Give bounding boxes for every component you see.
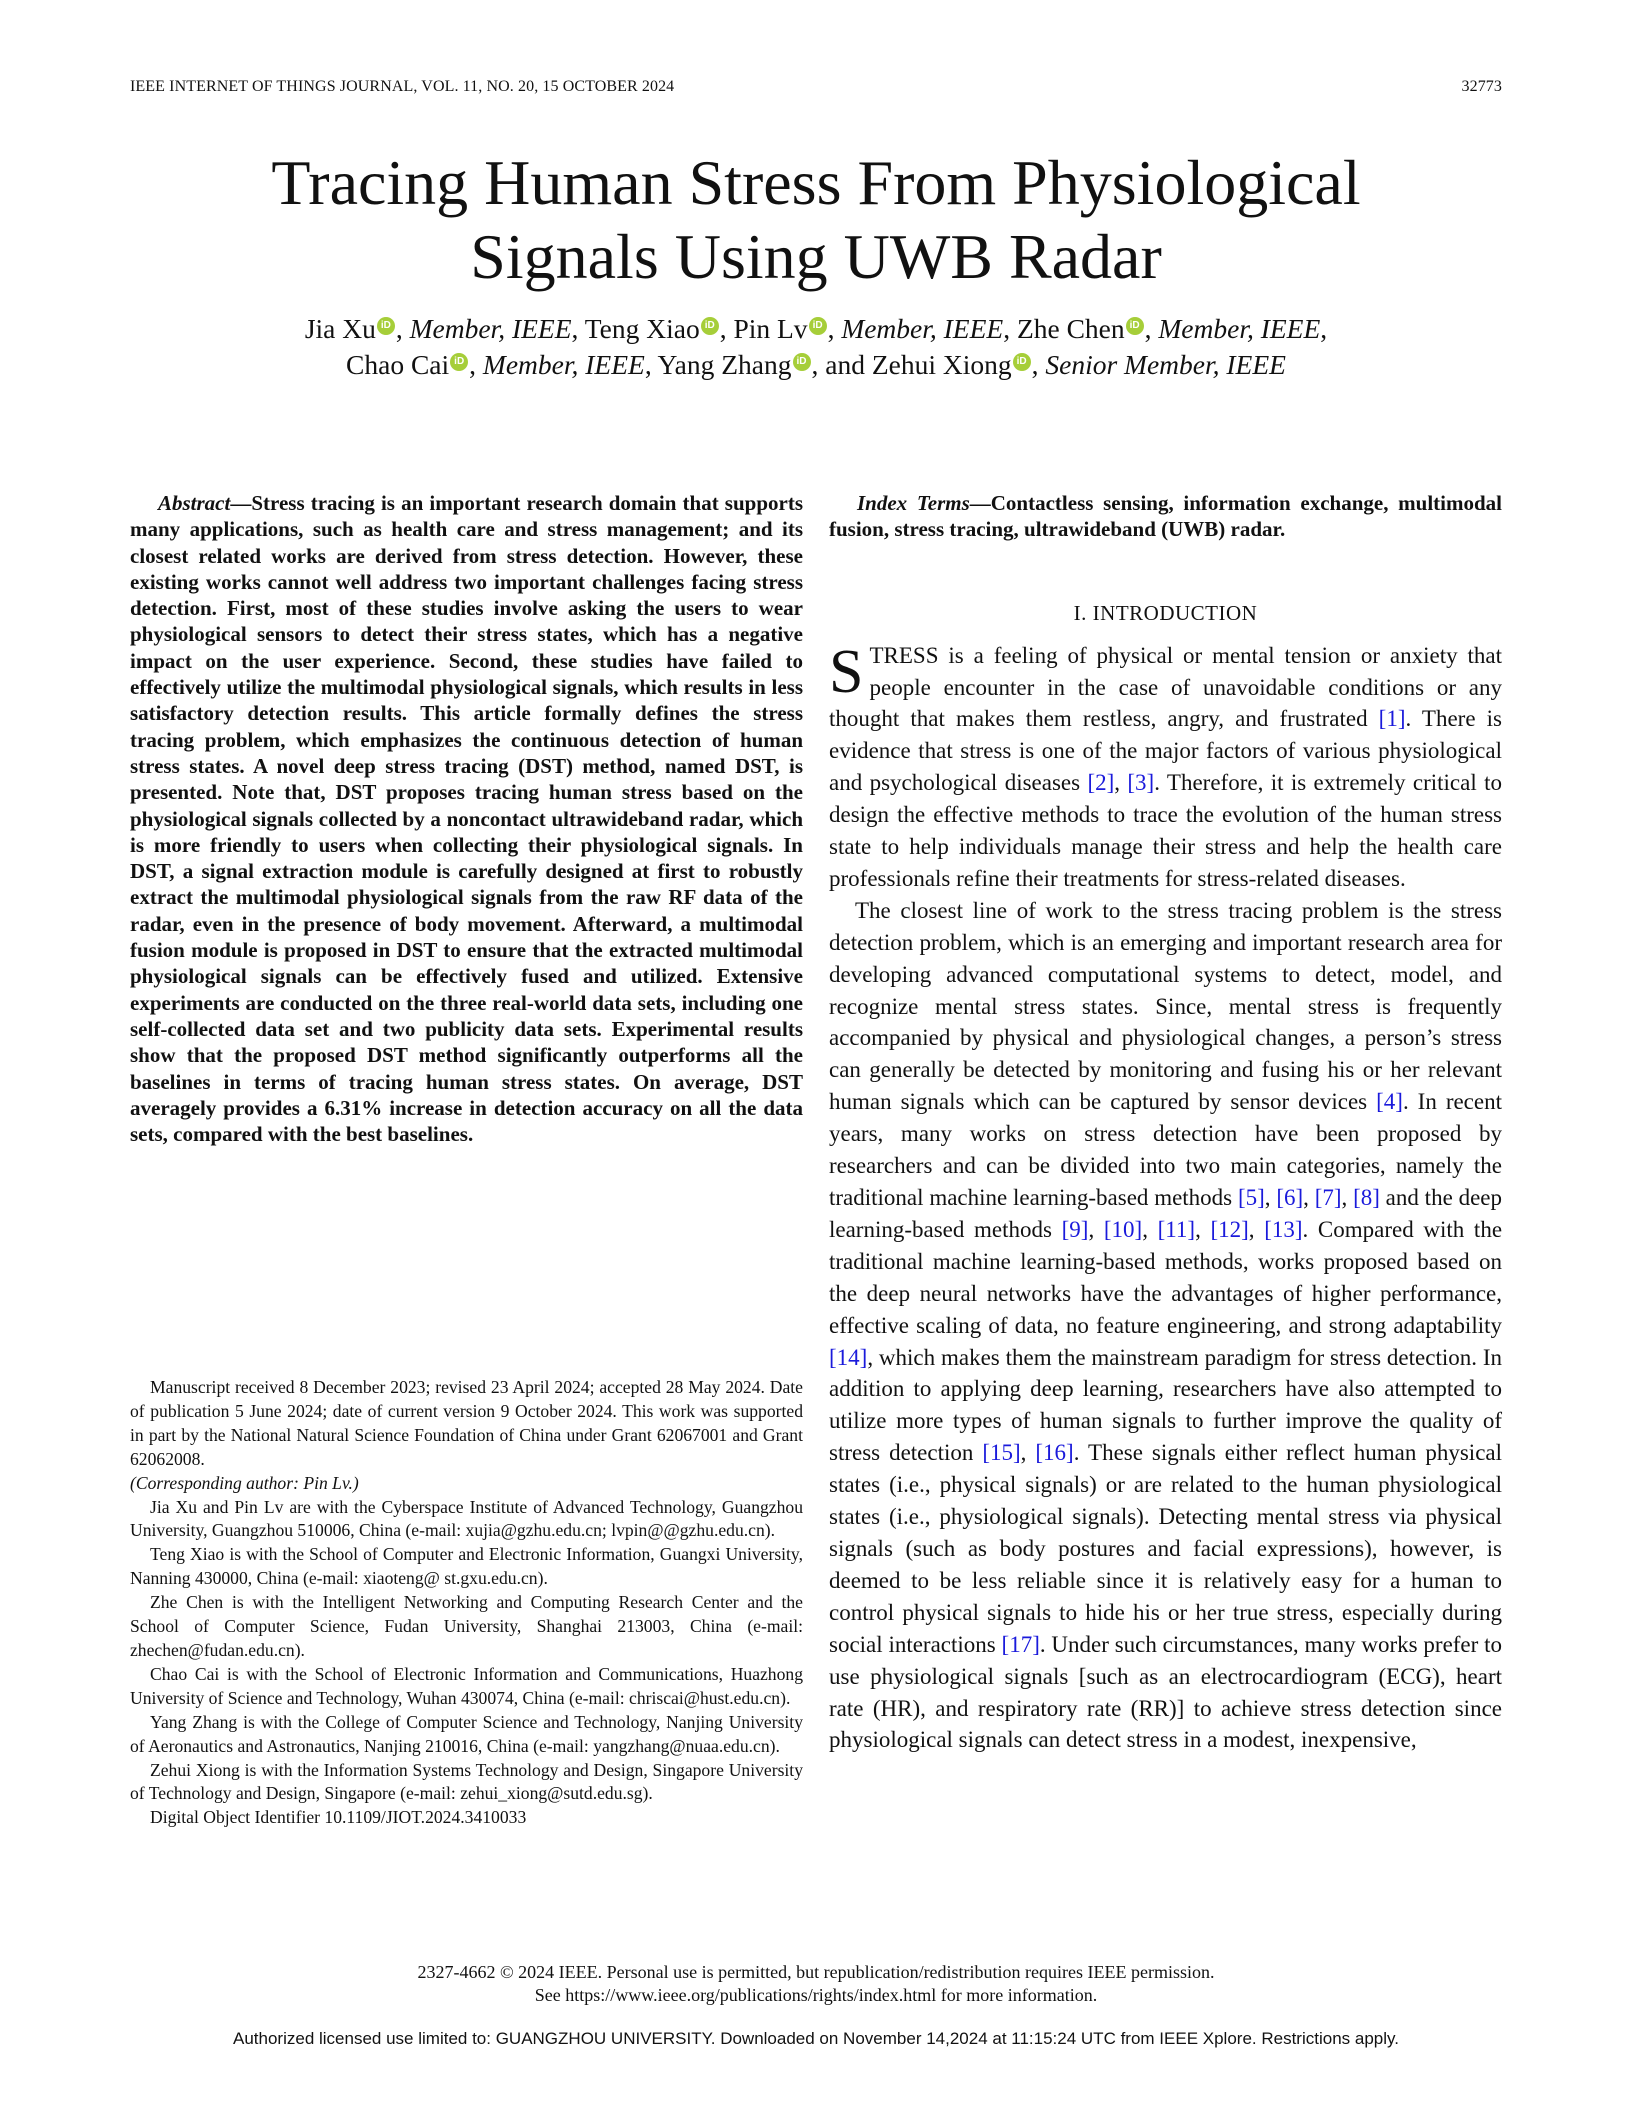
author-line-1: Jia Xu iD , Member, IEEE, Teng Xiao iD , Pin Lv iD , Member, IEEE, Zhe Chen iD , Member, IEEE, — [304, 313, 1328, 344]
citation-link[interactable]: [4] — [1376, 1089, 1403, 1115]
author-name: Pin Lv — [733, 313, 808, 344]
abstract-text: —Stress tracing is an important research domain that supports many applications, such as health care and stress management; and its closest related works are derived from stress detection. However, these existing works cannot well address two important challenges facing stress detection. First, most of these studies involve asking the users to wear physiological sensors to detect their stress states, which has a negative impact on the user experience. Second, these studies have failed to effectively utilize the multimodal physiological signals, which results in less satisfactory detection results. This article formally defines the stress tracing problem, which emphasizes the continuous detection of human stress states. A novel deep stress tracing (DST) method, named DST, is presented. Note that, DST proposes tracing human stress based on the physiological signals collected by a noncontact ultrawideband radar, which is more friendly to users when collecting their physiological signals. In DST, a signal extraction module is carefully designed at first to robustly extract the multimodal physiological signals from the raw RF data of the radar, even in the presence of body movement. Afterward, a multimodal fusion module is proposed in DST to ensure that the extracted multimodal physiological signals can be effectively fused and utilized. Extensive experiments are conducted on the three real-world data sets, including one self-collected data set and two publicity data sets. Experimental results show that the proposed DST method significantly outperforms all the baselines in terms of tracing human stress states. On average, DST averagely provides a 6.31% increase in detection accuracy on all the data sets, compared with the best baselines. — [130, 491, 803, 1147]
author-name: Zhe Chen — [1016, 313, 1125, 344]
author-name: Zehui Xiong — [871, 349, 1012, 380]
copyright-notice — [130, 1961, 1502, 2007]
text-span: , — [1142, 1216, 1158, 1242]
citation-link[interactable]: [2] — [1087, 770, 1115, 796]
text-span: TRESS is a feeling of physical or mental tension or anxiety that people encounter in the case of unavoidable conditions or any thought that makes them restless, angry, and frustrated — [829, 642, 1502, 732]
text-span: . These signals either reflect human physical states (i.e., physical signals) or are related to the human physiological states (i.e., physiological signals). Detecting mental stress via physical signals (such as body postures and facial expressions), however, is deemed to be less reliable since it is relatively easy for a human to control physical signals to hide his or her true stress, especially during social interactions — [829, 1440, 1502, 1657]
journal-name: IEEE INTERNET OF THINGS JOURNAL, VOL. 11, NO. 20, 15 OCTOBER 2024 — [130, 78, 675, 95]
author-role: Member, IEEE — [1158, 313, 1321, 344]
citation-link[interactable]: [7] — [1314, 1185, 1342, 1210]
citation-link[interactable]: [6] — [1276, 1185, 1304, 1210]
drop-cap: S — [829, 637, 864, 706]
section-heading-introduction: I. INTRODUCTION — [1073, 600, 1258, 625]
citation-link[interactable]: [16] — [1035, 1440, 1074, 1466]
title-line-2: Signals Using UWB Radar — [470, 221, 1162, 292]
author-role: Member, IEEE — [409, 313, 572, 344]
citation-link[interactable]: [5] — [1237, 1185, 1265, 1210]
affiliation: Chao Cai is with the School of Electronic Information and Communications, Huazhong University of Science and Technology, Wuhan 430074, China (e-mail: chriscai@hust.edu.cn). — [130, 1663, 803, 1708]
running-header — [130, 78, 1502, 96]
text-span: , — [1303, 1185, 1315, 1210]
text-span: . In recent years, many works on stress detection have been proposed by researchers and can be divided into two main categories, namely the traditional machine learning-based methods — [829, 1089, 1502, 1210]
copyright-line-1: 2327-4662 © 2024 IEEE. Personal use is permitted, but republication/redistribution requires IEEE permission. — [417, 1962, 1215, 1982]
intro-paragraph-2 — [829, 895, 1502, 1756]
author-role: Member, IEEE — [482, 349, 645, 380]
title-line-1: Tracing Human Stress From Physiological — [271, 147, 1361, 218]
citation-link[interactable]: [3] — [1127, 770, 1155, 796]
right-column — [829, 490, 1502, 1756]
citation-link[interactable]: [14] — [829, 1344, 868, 1370]
citation-link[interactable]: [11] — [1157, 1216, 1196, 1242]
text-span: , — [1341, 1185, 1354, 1210]
authorized-use-notice: Authorized licensed use limited to: GUANGZHOU UNIVERSITY. Downloaded on November 14,2024 at 11:15:24 UTC from IEEE Xplore. Restrictions apply. — [233, 2029, 1399, 2048]
text-span: . Compared with the traditional machine learning-based methods, works proposed based on the deep neural networks have the advantages of higher performance, effective scaling of data, no feature engineering, and strong adaptability — [829, 1216, 1503, 1338]
doi[interactable]: Digital Object Identifier 10.1109/JIOT.2024.3410033 — [150, 1807, 527, 1828]
paper-title — [130, 146, 1502, 294]
affiliation: Teng Xiao is with the School of Computer and Electronic Information, Guangxi University, Nanning 430000, China (e-mail: xiaoteng@ st.gxu.edu.cn). — [130, 1544, 803, 1589]
index-terms-text: —Contactless sensing, information exchange, multimodal fusion, stress tracing, ultrawideband (UWB) radar. — [829, 491, 1503, 542]
manuscript-note: Manuscript received 8 December 2023; revised 23 April 2024; accepted 28 May 2024. Date of publication 5 June 2024; date of current version 9 October 2024. This work was supported in part by the National Natural Science Foundation of China under Grant 62067001 and Grant 62062008. — [130, 1377, 803, 1469]
text-span: , — [1088, 1216, 1104, 1242]
text-span: The closest line of work to the stress tracing problem is the stress detection problem, which is an emerging and important research area for developing advanced computational systems to detect, model, and recognize mental stress states. Since, mental stress is frequently accompanied by physical and physiological changes, a person’s stress can generally be detected by monitoring and fusing his or her relevant human signals which can be captured by sensor devices — [829, 897, 1502, 1115]
orcid-icon[interactable]: iD — [450, 353, 468, 371]
citation-link[interactable]: [9] — [1061, 1216, 1089, 1242]
orcid-icon[interactable]: iD — [377, 317, 395, 335]
text-span: , — [1114, 770, 1128, 796]
left-column — [130, 490, 803, 1147]
intro-paragraph-1 — [829, 637, 1502, 895]
text-span: , which makes them the mainstream paradigm for stress detection. In addition to applying deep learning, researchers have also attempted to utilize more types of human signals to further improve the quality of stress detection — [829, 1344, 1502, 1466]
page-number: 32773 — [1461, 78, 1502, 95]
author-role: Senior Member, IEEE — [1045, 349, 1286, 380]
affiliation: Zehui Xiong is with the Information Systems Technology and Design, Singapore University of Technology and Design, Singapore (e-mail: zehui_xiong@sutd.edu.sg). — [130, 1759, 803, 1804]
affiliation: Yang Zhang is with the College of Computer Science and Technology, Nanjing University of Aeronautics and Astronautics, Nanjing 210016, China (e-mail: yangzhang@nuaa.edu.cn). — [130, 1711, 803, 1756]
orcid-icon[interactable]: iD — [701, 317, 719, 335]
citation-link[interactable]: [12] — [1210, 1216, 1249, 1242]
author-role: Member, IEEE — [841, 313, 1004, 344]
footnotes — [130, 1376, 803, 1830]
index-terms — [829, 490, 1502, 543]
author-line-2: Chao Cai iD , Member, IEEE, Yang Zhang iD , and Zehui Xiong iD , Senior Member, IEEE — [346, 349, 1286, 380]
affiliation: Zhe Chen is with the Intelligent Networking and Computing Research Center and the School of Computer Science, Fudan University, Shanghai 213003, China (e-mail: zhechen@fudan.edu.cn). — [130, 1592, 803, 1660]
text-span: . Under such circumstances, many works prefer to use physiological signals [such as an electrocardiogram (ECG), heart rate (HR), and respiratory rate (RR)] to achieve stress detection since physiological signals can detect stress in a modest, inexpensive, — [829, 1631, 1502, 1753]
text-span: , — [1020, 1440, 1036, 1466]
text-span: , — [1195, 1216, 1211, 1242]
citation-link[interactable]: [15] — [982, 1440, 1021, 1466]
corresponding-author: (Corresponding author: Pin Lv.) — [130, 1472, 359, 1493]
affiliation: Jia Xu and Pin Lv are with the Cyberspace Institute of Advanced Technology, Guangzhou University, Guangzhou 510006, China (e-mail: xujia@gzhu.edu.cn; lvpin@@gzhu.edu.cn). — [130, 1496, 803, 1541]
orcid-icon[interactable]: iD — [1126, 317, 1144, 335]
abstract — [130, 490, 803, 1147]
text-span: and the deep learning-based methods — [829, 1185, 1502, 1242]
author-name: Jia Xu — [304, 313, 376, 344]
orcid-icon[interactable]: iD — [793, 353, 811, 371]
citation-link[interactable]: [1] — [1378, 706, 1406, 732]
orcid-icon[interactable]: iD — [1013, 353, 1031, 371]
text-span: . There is evidence that stress is one of the major factors of various physiological and psychological diseases — [829, 706, 1502, 796]
abstract-label: Abstract — [158, 491, 231, 515]
index-terms-label: Index Terms — [857, 491, 970, 515]
citation-link[interactable]: [10] — [1103, 1216, 1143, 1242]
citation-link[interactable]: [13] — [1264, 1216, 1303, 1242]
citation-link[interactable]: [17] — [1001, 1631, 1040, 1657]
author-list — [130, 311, 1502, 383]
copyright-line-2: See https://www.ieee.org/publications/rights/index.html for more information. — [534, 1985, 1098, 2005]
text-span: . Therefore, it is extremely critical to design the effective methods to trace the evolution of the human stress state to help individuals manage their stress and help the health care professionals refine their treatments for stress-related diseases. — [829, 770, 1502, 891]
author-name: Chao Cai — [346, 349, 450, 380]
citation-link[interactable]: [8] — [1353, 1185, 1380, 1210]
conjunction: and — [825, 349, 865, 380]
orcid-icon[interactable]: iD — [809, 317, 827, 335]
text-span: , — [1264, 1185, 1277, 1210]
text-span: , — [1248, 1216, 1265, 1242]
author-name: Teng Xiao — [584, 313, 700, 344]
author-name: Yang Zhang — [657, 349, 792, 380]
